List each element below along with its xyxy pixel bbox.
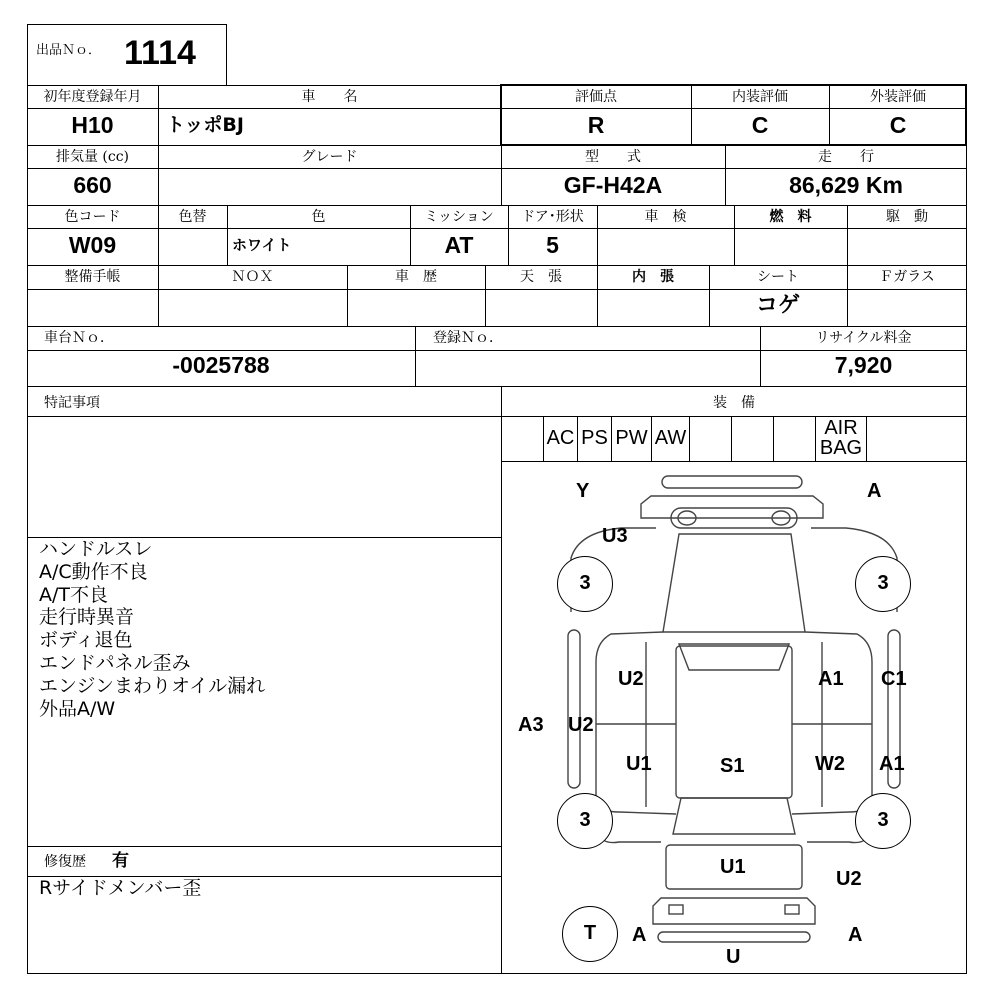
equipment-item: AC (543, 416, 577, 461)
recycle-label: リサイクル料金 (815, 330, 912, 346)
chassis-value: -0025788 (172, 352, 270, 378)
interior-value: C (751, 112, 769, 138)
remark-line: エンジンまわりオイル漏れ (39, 674, 266, 697)
grid-line (27, 386, 967, 387)
code-fender-right: C1 (881, 668, 907, 690)
remark-line: エンドパネル歪み (39, 651, 191, 674)
equipment-label: 装 備 (713, 395, 755, 411)
mileage-label: 走 行 (818, 149, 874, 165)
code-windshield: U3 (602, 525, 628, 547)
code-front-right: A (867, 480, 882, 502)
code-door-left: U1 (626, 753, 652, 775)
score-label: 評価点 (575, 89, 617, 105)
repair-note: Rサイドメンバー歪 (39, 877, 202, 899)
tire-front-right: 3 (855, 556, 911, 612)
code-front-left: Y (576, 480, 590, 502)
door-value: 5 (546, 232, 559, 258)
code-side-left-outer: A3 (518, 714, 544, 736)
color-value: ホワイト (232, 236, 292, 254)
chassis-label: 車台Ｎｏ． (44, 330, 114, 346)
windshield (663, 534, 805, 632)
equipment-item: PW (611, 416, 651, 461)
inner-label: 内 張 (632, 269, 674, 285)
mission-label: ミッション (424, 209, 494, 225)
maintenance-label: 整備手帳 (64, 269, 121, 285)
rear-step (658, 932, 810, 942)
code-rear-right: U2 (836, 868, 862, 890)
rear-light-left (669, 905, 683, 914)
equipment-row (501, 416, 967, 461)
score-value: R (587, 112, 605, 138)
code-rear-bottom: U (726, 946, 741, 968)
remark-line: ハンドルスレ (39, 538, 153, 560)
seat-value: コゲ (755, 293, 800, 318)
grid-line (27, 326, 967, 327)
interior-label: 内装評価 (732, 89, 788, 105)
equipment-item (867, 416, 927, 461)
color-label: 色 (311, 209, 326, 225)
first-reg-label: 初年度登録年月 (43, 89, 142, 105)
car-name-label: 車 名 (301, 89, 358, 105)
grade-label: グレード (301, 149, 358, 165)
code-hood-right: A1 (818, 668, 844, 690)
exterior-label: 外装評価 (870, 89, 926, 105)
recolor-label: 色替 (178, 209, 207, 225)
inspection-label: 車 検 (644, 209, 687, 225)
code-hood-left: U2 (618, 668, 644, 690)
lot-box (27, 24, 227, 86)
code-rear-right-corner: A (848, 924, 863, 946)
rear-window (673, 798, 795, 834)
displacement-value: 660 (73, 172, 112, 198)
mission-value: AT (444, 232, 474, 258)
grid-line (27, 846, 501, 847)
equipment-item (501, 416, 543, 461)
equipment-item: AW (651, 416, 689, 461)
drive-label: 駆 動 (886, 209, 928, 225)
body-left-side (596, 632, 676, 814)
nox-label: ＮＯＸ (231, 269, 274, 285)
grid-line (27, 289, 967, 290)
grid-line (27, 168, 967, 169)
remarks-label: 特記事項 (44, 395, 100, 411)
equipment-item (731, 416, 773, 461)
code-side-right: A1 (879, 753, 905, 775)
remarks-list (39, 538, 265, 720)
front-grille (641, 496, 823, 518)
grid-line (27, 205, 967, 206)
repair-value: 有 (112, 851, 129, 871)
sunroof-label: 天 張 (520, 269, 562, 285)
color-code-value: W09 (68, 232, 117, 258)
front-bumper (662, 476, 802, 488)
color-code-label: 色コード (64, 209, 121, 225)
exterior-value: C (889, 112, 907, 138)
code-side-left: U2 (568, 714, 594, 736)
tire-rear-left: 3 (557, 793, 613, 849)
code-door-right: W2 (815, 753, 845, 775)
remark-line: A/T不良 (39, 583, 109, 606)
lot-number: 1114 (124, 34, 196, 72)
spare-tire: T (562, 906, 618, 962)
tire-rear-right: 3 (855, 793, 911, 849)
equipment-item (773, 416, 815, 461)
left-side-rail (568, 630, 580, 788)
remark-line: ボディ退色 (39, 629, 133, 652)
recycle-value: 7,920 (834, 352, 893, 378)
tire-front-left: 3 (557, 556, 613, 612)
history-label: 車 歴 (395, 269, 437, 285)
equipment-item: AIR BAG (815, 416, 867, 461)
remark-line: A/C動作不良 (39, 560, 148, 583)
model-value: GF-H42A (563, 172, 663, 198)
remark-line: 外品A/W (39, 697, 116, 720)
remark-line: 走行時異音 (39, 606, 135, 629)
car-name-value: トッポBJ (166, 114, 244, 136)
rear-light-right (785, 905, 799, 914)
grid-line (415, 326, 416, 386)
code-trunk: U1 (720, 856, 746, 878)
body-right-side (792, 632, 872, 814)
lot-label: 出品Ｎｏ． (36, 43, 102, 58)
repair-label: 修復歴 (44, 854, 86, 870)
glass-label: Ｆガラス (879, 269, 935, 285)
front-window (679, 644, 789, 670)
code-roof: S1 (720, 755, 745, 777)
equipment-item: PS (577, 416, 611, 461)
mileage-value: 86,629 Km (789, 172, 903, 198)
grid-line (27, 228, 967, 229)
door-label: ドア･形状 (521, 209, 584, 225)
rear-bumper (653, 898, 815, 924)
grid-line (27, 265, 967, 266)
first-reg-value: H10 (71, 112, 114, 138)
code-rear-left: A (632, 924, 647, 946)
reg-no-label: 登録Ｎｏ． (433, 330, 503, 346)
model-label: 型 式 (585, 149, 641, 165)
displacement-label: 排気量 (cc) (55, 149, 130, 165)
seat-label: シート (757, 269, 799, 285)
equipment-item (689, 416, 731, 461)
fuel-label: 燃 料 (769, 209, 812, 225)
